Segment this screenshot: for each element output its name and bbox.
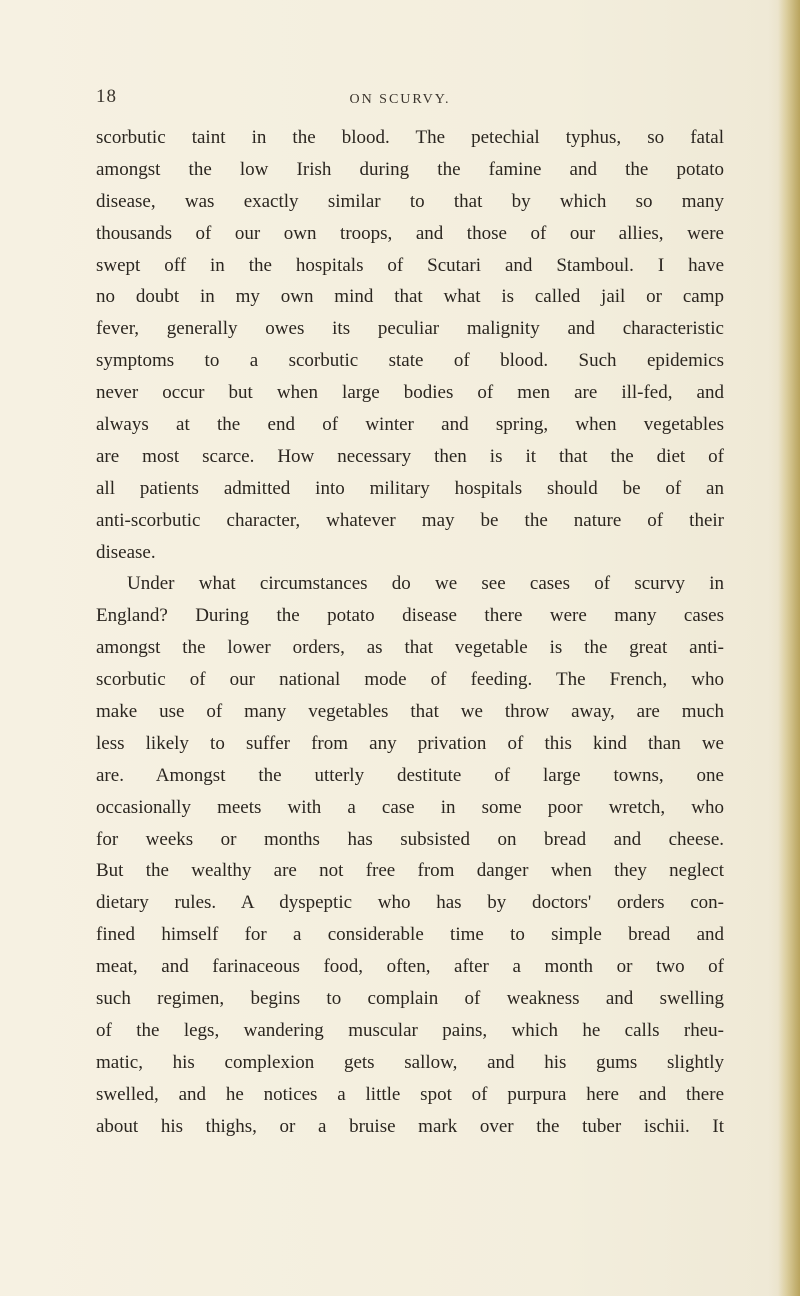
text-line: fined himself for a considerable time to simple bread and — [96, 924, 724, 946]
text-line: amongst the lower orders, as that vegetable is the great anti- — [96, 637, 724, 659]
text-line: all patients admitted into military hospitals should be of an — [96, 477, 724, 499]
text-line: fever, generally owes its peculiar malignity and characteristic — [96, 318, 724, 340]
text-line: such regimen, begins to complain of weakness and swelling — [96, 988, 724, 1010]
text-line: about his thighs, or a bruise mark over the tuber ischii. It — [96, 1115, 724, 1137]
text-line: never occur but when large bodies of men are ill-fed, and — [96, 382, 724, 404]
text-line: But the wealthy are not free from danger when they neglect — [96, 860, 724, 882]
text-line: disease, was exactly similar to that by which so many — [96, 190, 724, 212]
paragraph-start-line: Under what circumstances do we see cases of scurvy in — [127, 573, 724, 595]
text-line: thousands of our own troops, and those of our allies, were — [96, 222, 724, 244]
text-line: occasionally meets with a case in some poor wretch, who — [96, 796, 724, 818]
paragraph-end-line: disease. — [96, 541, 156, 563]
text-line: are. Amongst the utterly destitute of large towns, one — [96, 764, 724, 786]
text-line: anti-scorbutic character, whatever may be the nature of their — [96, 509, 724, 531]
text-line: no doubt in my own mind that what is called jail or camp — [96, 286, 724, 308]
text-line: swelled, and he notices a little spot of purpura here and there — [96, 1083, 724, 1105]
text-line: scorbutic taint in the blood. The petechial typhus, so fatal — [96, 127, 724, 148]
text-line: scorbutic of our national mode of feeding. The French, who — [96, 669, 724, 691]
text-line: meat, and farinaceous food, often, after a month or two of — [96, 956, 724, 978]
page-edge-gilding — [778, 0, 800, 1296]
text-line: matic, his complexion gets sallow, and his gums slightly — [96, 1051, 724, 1073]
text-line: are most scarce. How necessary then is it that the diet of — [96, 445, 724, 467]
text-line: England? During the potato disease there were many cases — [96, 605, 724, 627]
text-line: make use of many vegetables that we throw away, are much — [96, 701, 724, 723]
text-line: for weeks or months has subsisted on bread and cheese. — [96, 828, 724, 850]
text-line: dietary rules. A dyspeptic who has by doctors' orders con- — [96, 892, 724, 914]
text-line: always at the end of winter and spring, when vegetables — [96, 414, 724, 436]
text-line: less likely to suffer from any privation of this kind than we — [96, 732, 724, 754]
text-line: symptoms to a scorbutic state of blood. Such epidemics — [96, 350, 724, 372]
text-line: amongst the low Irish during the famine and the potato — [96, 158, 724, 180]
body-text — [96, 122, 724, 1143]
text-line: of the legs, wandering muscular pains, which he calls rheu- — [96, 1019, 724, 1041]
page-number: 18 — [96, 86, 117, 107]
running-title: ON SCURVY. — [349, 92, 451, 107]
text-line: swept off in the hospitals of Scutari and Stamboul. I have — [96, 254, 724, 276]
